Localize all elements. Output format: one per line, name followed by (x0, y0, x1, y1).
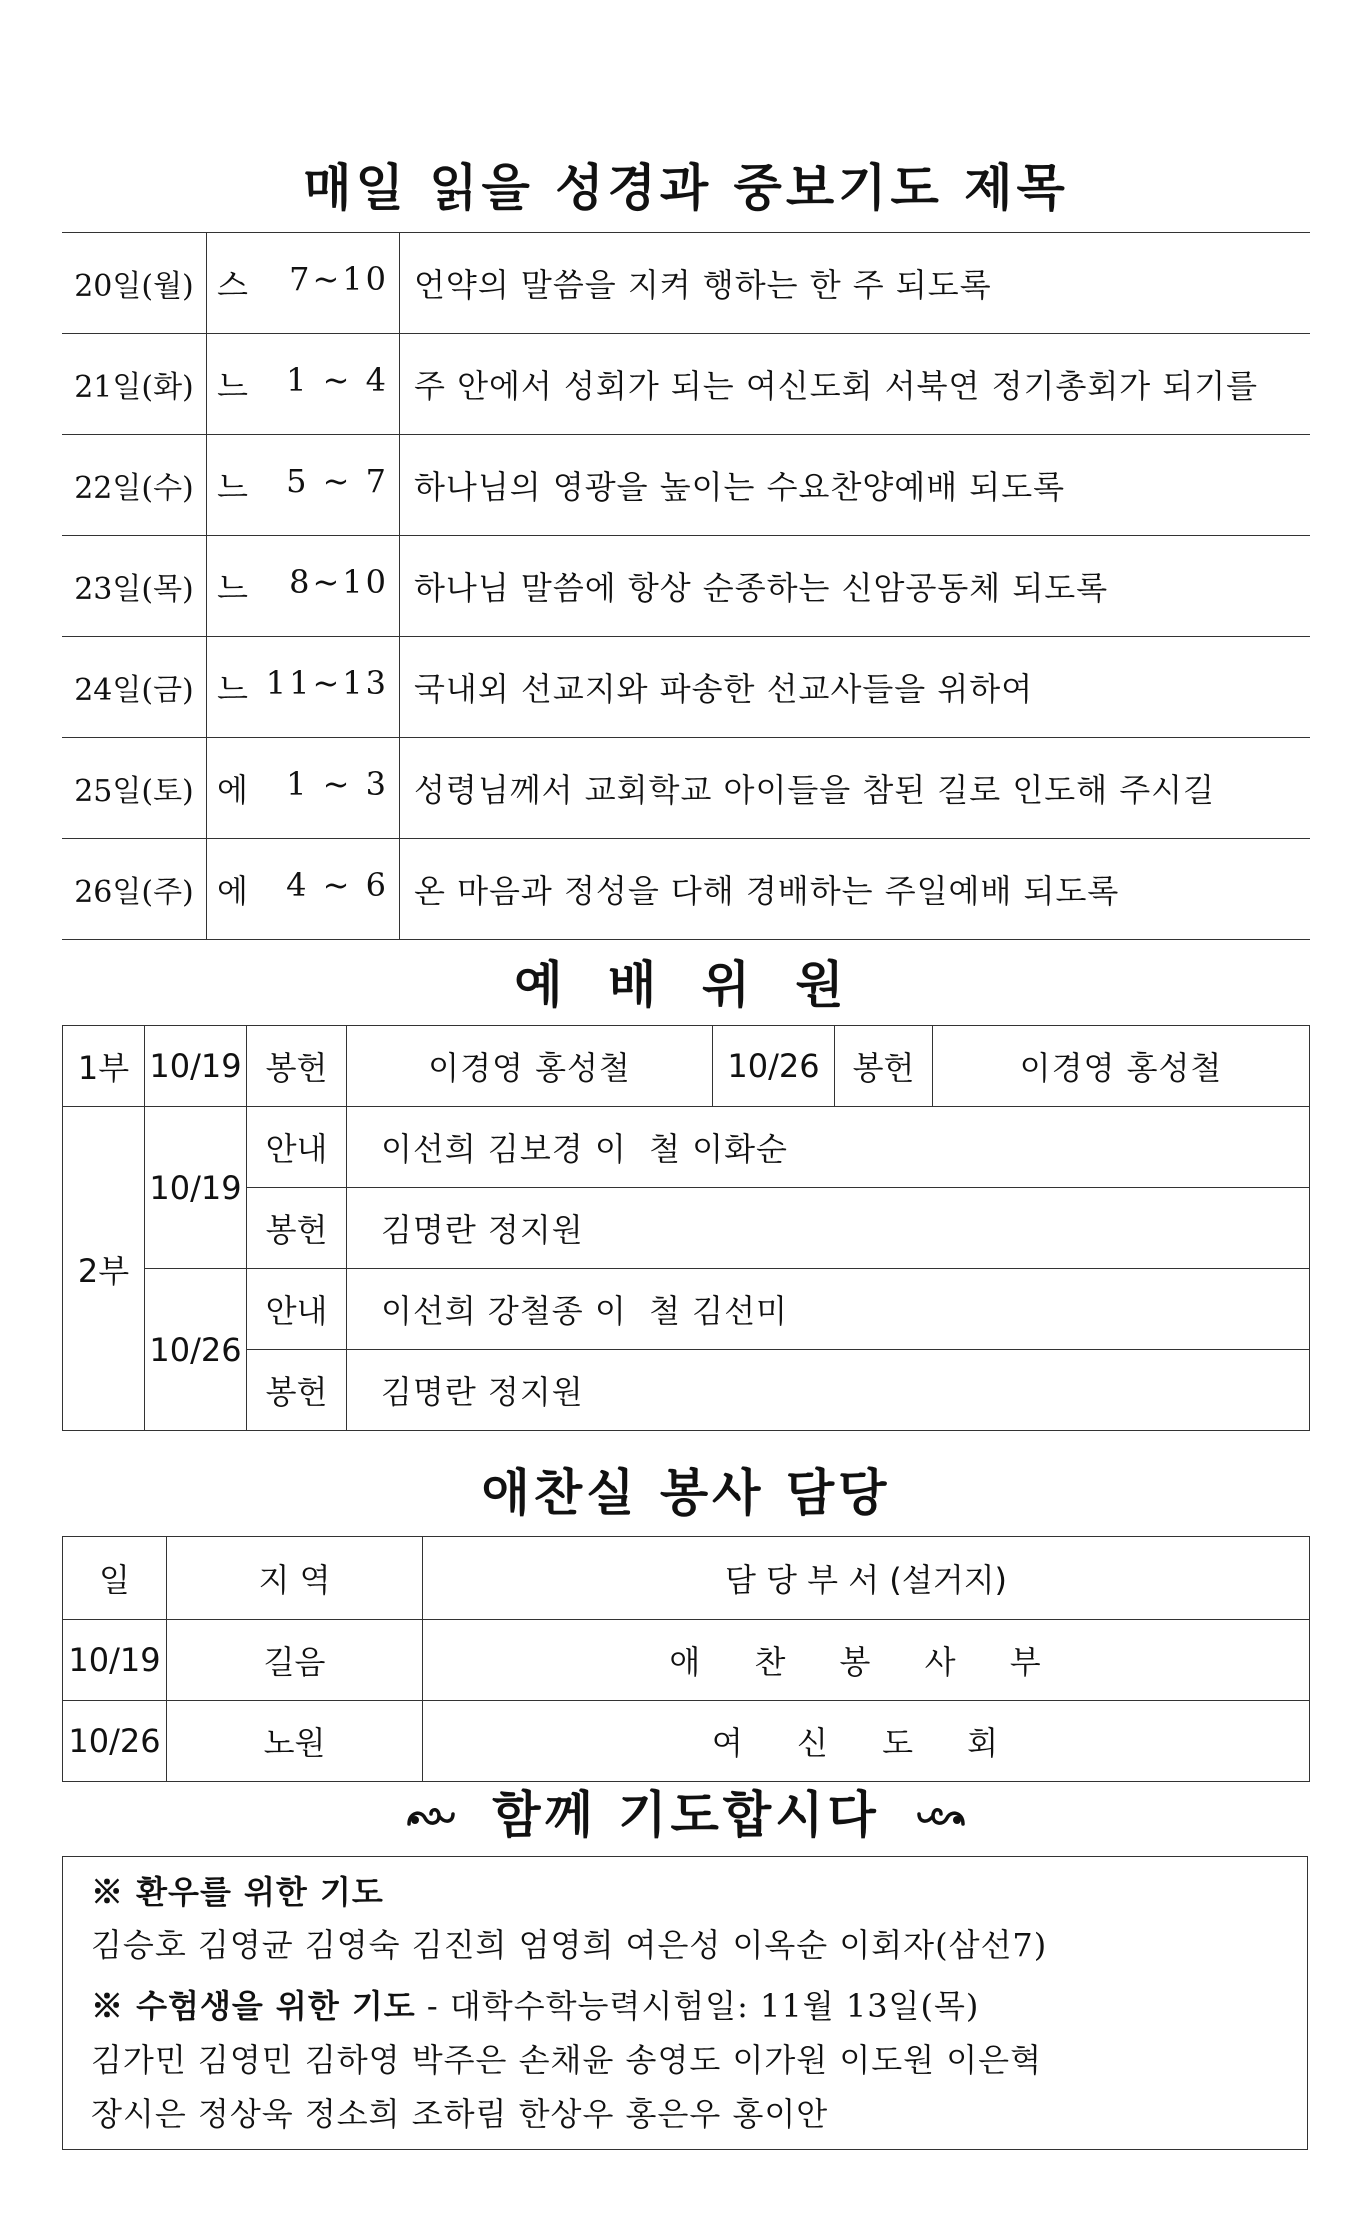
bible-section-title: 매일 읽을 성경과 중보기도 제목 (303, 159, 1069, 217)
patients-names: 김승호 김영균 김영숙 김진희 엄영희 여은성 이옥순 이회자(삼선7) (91, 1926, 1048, 1964)
part1-names1: 이경영 홍성철 (347, 1026, 713, 1107)
bible-book: 에 (217, 771, 248, 809)
bible-verses: 4 ~ 6 (286, 866, 389, 904)
bible-row (62, 435, 1310, 536)
prayer-title: 함께 기도합시다 (492, 1786, 880, 1844)
part2-guide-label: 안내 (247, 1269, 347, 1350)
bible-verses: 1 ~ 3 (286, 765, 389, 803)
bible-book: 느 (217, 468, 248, 506)
part2-label: 2부 (63, 1107, 145, 1431)
kitchen-row (63, 1701, 1310, 1782)
bible-reference (207, 738, 400, 839)
prayer-topic: 언약의 말씀을 지켜 행하는 한 주 되도록 (414, 266, 992, 304)
bible-date: 25일(토) (62, 738, 207, 839)
students-names-line1: 김가민 김영민 김하영 박주은 손채윤 송영도 이가원 이도원 이은혁 (91, 2041, 1043, 2079)
bible-verses: 5 ~ 7 (286, 462, 389, 500)
kitchen-region: 길음 (167, 1620, 423, 1701)
kitchen-region: 노원 (167, 1701, 423, 1782)
part1-date2: 10/26 (713, 1026, 835, 1107)
patients-heading: ※ 환우를 위한 기도 (91, 1873, 384, 1911)
prayer-topic: 국내외 선교지와 파송한 선교사들을 위하여 (414, 670, 1034, 708)
kitchen-dept: 애 찬 봉 사 부 (423, 1620, 1310, 1701)
worship-part2-row (63, 1350, 1310, 1431)
bible-reference (207, 233, 400, 334)
bible-row (62, 334, 1310, 435)
kitchen-day: 10/19 (63, 1620, 167, 1701)
part2-offering-names: 김명란 정지원 (347, 1350, 1310, 1431)
prayer-topic: 온 마음과 정성을 다해 경배하는 주일예배 되도록 (414, 872, 1120, 910)
bible-row (62, 637, 1310, 738)
prayer-topic: 성령님께서 교회학교 아이들을 참된 길로 인도해 주시길 (414, 771, 1216, 809)
part2-guide-names: 이선희 강철종 이 철 김선미 (347, 1269, 1310, 1350)
kitchen-header-row (63, 1537, 1310, 1620)
bible-book: 스 (217, 266, 248, 304)
bible-verses: 1 ~ 4 (286, 361, 389, 399)
bible-verses: 11~13 (265, 664, 389, 702)
part1-role1: 봉헌 (247, 1026, 347, 1107)
bible-date: 23일(목) (62, 536, 207, 637)
kitchen-header-dept: 담 당 부 서 (설거지) (423, 1537, 1310, 1620)
students-heading-line (91, 1981, 979, 2027)
worship-part2-row (63, 1188, 1310, 1269)
kitchen-service-title: 애찬실 봉사 담당 (481, 1464, 891, 1522)
part1-names2: 이경영 홍성철 (933, 1026, 1310, 1107)
prayer-topic: 하나님의 영광을 높이는 수요찬양예배 되도록 (414, 468, 1066, 506)
bible-reference (207, 334, 400, 435)
bible-book: 느 (217, 670, 248, 708)
worship-part1-row (63, 1026, 1310, 1107)
bible-date: 26일(주) (62, 839, 207, 940)
ornament-left-icon (405, 1796, 457, 1842)
worship-committee-table (62, 1025, 1310, 1431)
prayer-topic: 하나님 말씀에 항상 순종하는 신암공동체 되도록 (414, 569, 1109, 607)
part2-offering-names: 김명란 정지원 (347, 1188, 1310, 1269)
kitchen-service-table (62, 1536, 1310, 1782)
kitchen-header-region: 지 역 (167, 1537, 423, 1620)
bible-row (62, 738, 1310, 839)
part1-date1: 10/19 (145, 1026, 247, 1107)
bible-date: 22일(수) (62, 435, 207, 536)
part2-guide-label: 안내 (247, 1107, 347, 1188)
bible-reference (207, 637, 400, 738)
students-names-line2: 장시은 정상욱 정소희 조하림 한상우 홍은우 홍이안 (91, 2095, 829, 2133)
bible-row (62, 233, 1310, 334)
part2-date: 10/26 (145, 1269, 247, 1431)
bible-row (62, 839, 1310, 940)
kitchen-dept: 여 신 도 회 (423, 1701, 1310, 1782)
prayer-box (62, 1856, 1308, 2150)
ornament-right-icon (915, 1796, 967, 1842)
bible-book: 느 (217, 367, 248, 405)
kitchen-day: 10/26 (63, 1701, 167, 1782)
bible-reference (207, 536, 400, 637)
bible-date: 20일(월) (62, 233, 207, 334)
bible-verses: 8~10 (289, 563, 389, 601)
part2-offering-label: 봉헌 (247, 1350, 347, 1431)
part2-guide-names: 이선희 김보경 이 철 이화순 (347, 1107, 1310, 1188)
worship-part2-row (63, 1269, 1310, 1350)
part1-role2: 봉헌 (835, 1026, 933, 1107)
bible-verses: 7~10 (289, 260, 389, 298)
bible-reference (207, 839, 400, 940)
bible-book: 느 (217, 569, 248, 607)
bible-book: 에 (217, 872, 248, 910)
worship-committee-title: 예 배 위 원 (514, 956, 858, 1014)
part1-label: 1부 (63, 1026, 145, 1107)
bible-date: 21일(화) (62, 334, 207, 435)
bible-reference (207, 435, 400, 536)
kitchen-header-day: 일 (63, 1537, 167, 1620)
part2-date: 10/19 (145, 1107, 247, 1269)
bible-row (62, 536, 1310, 637)
prayer-topic: 주 안에서 성회가 되는 여신도회 서북연 정기총회가 되기를 (414, 367, 1259, 405)
prayer-title-row (0, 1775, 1372, 1847)
bible-reading-table (62, 232, 1310, 940)
bible-date: 24일(금) (62, 637, 207, 738)
worship-part2-row (63, 1107, 1310, 1188)
kitchen-row (63, 1620, 1310, 1701)
part2-offering-label: 봉헌 (247, 1188, 347, 1269)
students-heading: ※ 수험생을 위한 기도 (91, 1987, 416, 2025)
students-note: - 대학수학능력시험일: 11월 13일(목) (426, 1987, 980, 2025)
